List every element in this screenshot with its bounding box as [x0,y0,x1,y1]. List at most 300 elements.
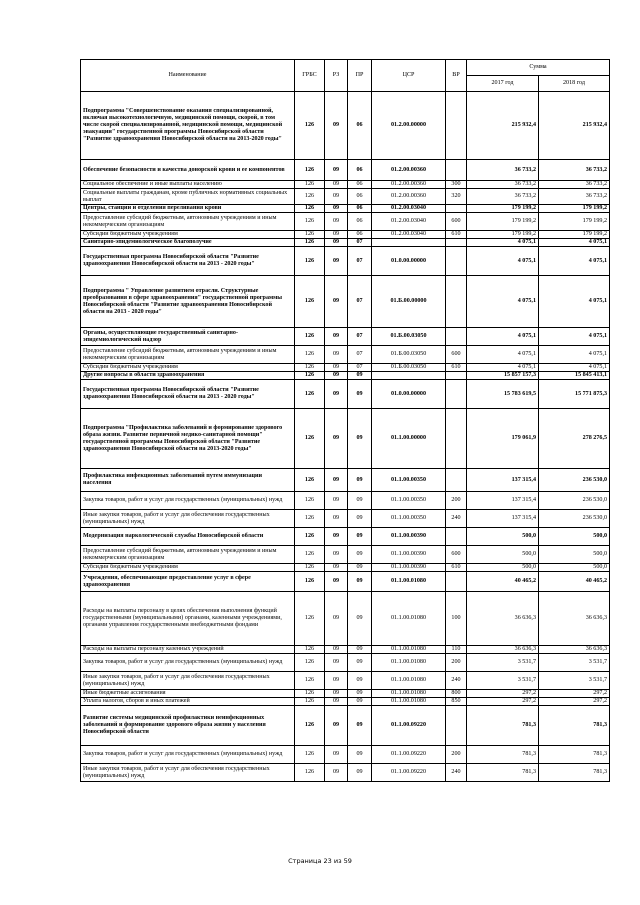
row-sum-2018: 781,3 [539,764,610,782]
row-sum-2018: 236 530,0 [539,469,610,492]
row-grbs: 126 [295,213,325,231]
row-grbs: 126 [295,364,325,372]
table-row [81,510,610,528]
row-sum-2017: 4 075,1 [467,346,539,364]
row-vr: 800 [446,690,467,698]
row-name: Субсидии бюджетным учреждениям [81,231,295,239]
row-vr [446,528,467,546]
row-csr: 01.1.00.00390 [372,546,446,564]
row-rz: 09 [325,276,348,328]
row-grbs: 126 [295,469,325,492]
row-vr: 110 [446,646,467,654]
row-sum-2017: 297,2 [467,690,539,698]
row-sum-2017: 297,2 [467,698,539,706]
row-grbs: 126 [295,205,325,213]
row-name: Расходы на выплаты персоналу казенных учреждений [81,646,295,654]
row-pr: 09 [348,409,372,469]
table-row [81,654,610,672]
table-row [81,247,610,276]
row-pr: 09 [348,654,372,672]
row-vr: 240 [446,764,467,782]
row-vr: 240 [446,510,467,528]
row-sum-2018: 36 733,2 [539,189,610,205]
row-sum-2017: 500,0 [467,564,539,572]
row-sum-2018: 4 075,1 [539,276,610,328]
row-name: Иные бюджетные ассигнования [81,690,295,698]
row-sum-2018: 179 199,2 [539,205,610,213]
row-csr: 01.1.00.00390 [372,528,446,546]
row-vr: 610 [446,564,467,572]
row-grbs: 126 [295,510,325,528]
budget-table [80,59,610,782]
row-pr: 07 [348,247,372,276]
table-row [81,276,610,328]
row-pr: 06 [348,231,372,239]
row-grbs: 126 [295,181,325,189]
row-pr: 06 [348,189,372,205]
row-sum-2018: 236 530,0 [539,510,610,528]
header-pr: ПР [348,60,372,92]
table-row [81,746,610,764]
row-sum-2017: 500,0 [467,546,539,564]
row-sum-2018: 500,0 [539,564,610,572]
row-vr [446,205,467,213]
row-csr: 01.1.00.01080 [372,654,446,672]
row-pr: 09 [348,380,372,409]
row-grbs: 126 [295,380,325,409]
table-row [81,646,610,654]
row-csr: 01.1.00.09220 [372,764,446,782]
row-pr: 09 [348,492,372,510]
row-csr: 01.1.00.00350 [372,510,446,528]
table-row [81,92,610,160]
row-sum-2018: 40 465,2 [539,572,610,592]
row-sum-2017: 4 075,1 [467,247,539,276]
row-name: Модернизация наркологической службы Новосибирской области [81,528,295,546]
row-sum-2017: 179 199,2 [467,231,539,239]
row-pr: 09 [348,372,372,380]
row-vr [446,572,467,592]
row-name: Учреждения, обеспечивающие предоставление услуг в сфере здравоохранения [81,572,295,592]
row-name: Органы, осуществляющие государственный санитарно-эпидемиологический надзор [81,328,295,346]
row-vr [446,469,467,492]
row-vr: 100 [446,592,467,646]
table-row [81,469,610,492]
header-csr: ЦСР [372,60,446,92]
table-row [81,698,610,706]
row-vr [446,328,467,346]
row-pr: 09 [348,672,372,690]
row-sum-2017: 36 636,3 [467,592,539,646]
row-pr: 09 [348,572,372,592]
row-pr: 09 [348,698,372,706]
row-pr: 09 [348,690,372,698]
table-row [81,181,610,189]
row-rz: 09 [325,646,348,654]
row-sum-2017: 4 075,1 [467,328,539,346]
row-sum-2018: 500,0 [539,528,610,546]
row-csr: 01.Б.00.03050 [372,328,446,346]
row-rz: 09 [325,492,348,510]
row-csr: 01.1.00.00390 [372,564,446,572]
row-rz: 09 [325,672,348,690]
row-csr: 01.Б.00.03050 [372,364,446,372]
row-csr: 01.2.00.03040 [372,205,446,213]
table-row [81,492,610,510]
row-rz: 09 [325,706,348,746]
table-row [81,572,610,592]
row-rz: 09 [325,698,348,706]
row-grbs: 126 [295,706,325,746]
row-rz: 09 [325,160,348,181]
row-name: Центры, станции и отделения переливания крови [81,205,295,213]
row-grbs: 126 [295,546,325,564]
row-rz: 09 [325,189,348,205]
row-rz: 09 [325,528,348,546]
row-sum-2018: 297,2 [539,698,610,706]
row-csr: 01.1.00.01080 [372,698,446,706]
row-sum-2017: 3 531,7 [467,654,539,672]
row-name: Предоставление субсидий бюджетным, автономным учреждениям и иным некоммерческим организациям [81,346,295,364]
row-grbs: 126 [295,276,325,328]
table-header [81,60,610,92]
row-pr: 09 [348,706,372,746]
row-name: Субсидии бюджетным учреждениям [81,364,295,372]
row-grbs: 126 [295,328,325,346]
row-sum-2018: 215 932,4 [539,92,610,160]
row-grbs: 126 [295,528,325,546]
row-pr: 07 [348,346,372,364]
table-row [81,672,610,690]
row-rz: 09 [325,364,348,372]
row-vr: 200 [446,492,467,510]
row-grbs: 126 [295,646,325,654]
table-row [81,592,610,646]
row-grbs: 126 [295,372,325,380]
row-csr [372,372,446,380]
table-row [81,213,610,231]
row-sum-2017: 4 075,1 [467,276,539,328]
row-csr: 01.2.00.00360 [372,181,446,189]
row-rz: 09 [325,380,348,409]
row-sum-2018: 3 531,7 [539,672,610,690]
row-vr: 300 [446,181,467,189]
table-row [81,706,610,746]
row-csr: 01.1.00.00350 [372,469,446,492]
row-sum-2017: 179 061,9 [467,409,539,469]
row-vr [446,247,467,276]
row-name: Закупка товаров, работ и услуг для государственных (муниципальных) нужд [81,654,295,672]
row-pr: 07 [348,328,372,346]
row-vr [446,409,467,469]
row-csr: 01.0.00.00000 [372,380,446,409]
row-csr: 01.1.00.01080 [372,690,446,698]
row-name: Профилактика инфекционных заболеваний путем иммунизации населения [81,469,295,492]
row-grbs: 126 [295,592,325,646]
row-sum-2018: 278 276,5 [539,409,610,469]
row-sum-2018: 4 075,1 [539,239,610,247]
row-rz: 09 [325,328,348,346]
row-sum-2018: 781,3 [539,706,610,746]
row-name: Закупка товаров, работ и услуг для государственных (муниципальных) нужд [81,746,295,764]
row-name: Государственная программа Новосибирской области "Развитие здравоохранения Новосибирской области на 2013 - 2020 годы" [81,380,295,409]
row-sum-2017: 36 733,2 [467,181,539,189]
row-vr: 610 [446,231,467,239]
row-csr: 01.1.00.01080 [372,672,446,690]
row-sum-2017: 4 075,1 [467,239,539,247]
row-rz: 09 [325,546,348,564]
row-sum-2018: 15 771 875,3 [539,380,610,409]
table-row [81,231,610,239]
table-body [81,92,610,782]
row-sum-2018: 3 531,7 [539,654,610,672]
row-pr: 09 [348,469,372,492]
row-grbs: 126 [295,231,325,239]
row-grbs: 126 [295,492,325,510]
row-rz: 09 [325,592,348,646]
row-sum-2017: 781,3 [467,706,539,746]
row-csr: 01.2.00.00360 [372,160,446,181]
row-name: Государственная программа Новосибирской области "Развитие здравоохранения Новосибирской области на 2013 - 2020 годы" [81,247,295,276]
row-name: Санитарно-эпидемиологическое благополучие [81,239,295,247]
row-rz: 09 [325,764,348,782]
row-grbs: 126 [295,346,325,364]
row-pr: 07 [348,276,372,328]
row-rz: 09 [325,654,348,672]
row-grbs: 126 [295,572,325,592]
row-csr: 01.1.00.00350 [372,492,446,510]
table-row [81,328,610,346]
row-name: Обеспечение безопасности и качества донорской крови и ее компонентов [81,160,295,181]
row-grbs: 126 [295,239,325,247]
row-vr: 600 [446,546,467,564]
row-name: Иные закупки товаров, работ и услуг для обеспечения государственных (муниципальных) нужд [81,672,295,690]
row-rz: 09 [325,213,348,231]
header-sum: Сумма [467,60,610,76]
row-csr: 01.0.00.00000 [372,247,446,276]
row-pr: 06 [348,213,372,231]
row-csr: 01.1.00.01080 [372,592,446,646]
row-vr [446,372,467,380]
table-row [81,205,610,213]
row-sum-2018: 500,0 [539,546,610,564]
row-sum-2017: 137 315,4 [467,510,539,528]
row-rz: 09 [325,690,348,698]
row-pr: 09 [348,746,372,764]
row-sum-2018: 4 075,1 [539,364,610,372]
row-rz: 09 [325,181,348,189]
row-name: Закупка товаров, работ и услуг для государственных (муниципальных) нужд [81,492,295,510]
row-grbs: 126 [295,672,325,690]
row-sum-2017: 36 636,3 [467,646,539,654]
header-vr: ВР [446,60,467,92]
row-grbs: 126 [295,92,325,160]
row-vr: 600 [446,213,467,231]
row-vr [446,380,467,409]
row-sum-2018: 297,2 [539,690,610,698]
row-name: Предоставление субсидий бюджетным, автономным учреждениям и иным некоммерческим организациям [81,213,295,231]
table-row [81,409,610,469]
table-row [81,364,610,372]
row-csr: 01.2.00.03040 [372,213,446,231]
header-2018: 2018 год [539,76,610,92]
row-grbs: 126 [295,160,325,181]
row-grbs: 126 [295,564,325,572]
row-sum-2018: 179 199,2 [539,231,610,239]
row-name: Другие вопросы в области здравоохранения [81,372,295,380]
row-name: Социальные выплаты гражданам, кроме публичных нормативных социальных выплат [81,189,295,205]
row-csr: 01.1.00.00000 [372,409,446,469]
row-pr: 06 [348,205,372,213]
row-rz: 09 [325,372,348,380]
table-row [81,346,610,364]
row-sum-2017: 36 733,2 [467,160,539,181]
row-rz: 09 [325,409,348,469]
row-csr: 01.1.00.01080 [372,572,446,592]
row-sum-2017: 781,3 [467,746,539,764]
row-sum-2018: 4 075,1 [539,247,610,276]
row-sum-2017: 137 315,4 [467,492,539,510]
table-row [81,528,610,546]
row-sum-2018: 36 636,3 [539,646,610,654]
row-rz: 09 [325,469,348,492]
row-name: Подпрограмма "Совершенствование оказания специализированной, включая высокотехнологичную, медицинской помощи, скорой, в том числе скорой специализированной, медицинской помощи, медицинской эвакуации" государственной программы Новосибирской области "Развитие здравоохранения Новосибирской области на 2013-2020 годы" [81,92,295,160]
table-row [81,764,610,782]
row-pr: 06 [348,160,372,181]
row-sum-2017: 40 465,2 [467,572,539,592]
row-pr: 06 [348,181,372,189]
row-rz: 09 [325,572,348,592]
header-rz: РЗ [325,60,348,92]
header-grbs: ГРБС [295,60,325,92]
row-vr [446,239,467,247]
row-sum-2018: 4 075,1 [539,328,610,346]
row-rz: 09 [325,247,348,276]
row-grbs: 126 [295,189,325,205]
row-pr: 07 [348,364,372,372]
header-2017: 2017 год [467,76,539,92]
row-sum-2018: 4 075,1 [539,346,610,364]
row-sum-2017: 215 932,4 [467,92,539,160]
row-csr: 01.2.00.00000 [372,92,446,160]
row-name: Субсидии бюджетным учреждениям [81,564,295,572]
row-sum-2017: 179 199,2 [467,213,539,231]
row-csr: 01.Б.00.00000 [372,276,446,328]
row-vr [446,706,467,746]
row-sum-2017: 36 733,2 [467,189,539,205]
row-vr [446,276,467,328]
row-rz: 09 [325,239,348,247]
row-pr: 07 [348,239,372,247]
row-csr: 01.1.00.09220 [372,706,446,746]
row-csr: 01.2.00.00360 [372,189,446,205]
row-name: Уплата налогов, сборов и иных платежей [81,698,295,706]
row-vr [446,92,467,160]
header-name: Наименование [81,60,295,92]
row-sum-2017: 15 783 619,5 [467,380,539,409]
row-csr: 01.Б.00.03050 [372,346,446,364]
row-name: Подпрограмма " Управление развитием отрасли. Структурные преобразования в сфере здравоохранения" государственной программы Новосибирской области "Развитие здравоохранения Новосибирской области на 2013 - 2020 годы" [81,276,295,328]
row-sum-2017: 137 315,4 [467,469,539,492]
row-sum-2017: 781,3 [467,764,539,782]
row-sum-2017: 179 199,2 [467,205,539,213]
row-name: Иные закупки товаров, работ и услуг для обеспечения государственных (муниципальных) нужд [81,764,295,782]
row-sum-2018: 781,3 [539,746,610,764]
row-sum-2018: 36 733,2 [539,181,610,189]
row-grbs: 126 [295,764,325,782]
row-name: Социальное обеспечение и иные выплаты населению [81,181,295,189]
row-sum-2017: 500,0 [467,528,539,546]
table-row [81,546,610,564]
row-vr: 200 [446,746,467,764]
row-vr: 240 [446,672,467,690]
row-rz: 09 [325,510,348,528]
row-name: Подпрограмма "Профилактика заболеваний и формирование здорового образа жизни. Развитие первичной медико-санитарной помощи" государственной программы Новосибирской области "Развитие здравоохранения Новосибирской области на 2013-2020 годы" [81,409,295,469]
row-name: Расходы на выплаты персоналу в целях обеспечения выполнения функций государственными (муниципальными) органами, казенными учреждениями, органами управления государственными внебюджетными фондами [81,592,295,646]
page-number: Страница 23 из 59 [288,857,352,865]
row-vr: 320 [446,189,467,205]
row-name: Иные закупки товаров, работ и услуг для обеспечения государственных (муниципальных) нужд [81,510,295,528]
row-sum-2017: 4 075,1 [467,364,539,372]
row-pr: 09 [348,592,372,646]
table-row [81,372,610,380]
row-pr: 09 [348,764,372,782]
row-rz: 09 [325,564,348,572]
row-csr: 01.1.00.01080 [372,646,446,654]
row-sum-2018: 36 636,3 [539,592,610,646]
table-row [81,564,610,572]
row-sum-2017: 15 857 157,3 [467,372,539,380]
row-grbs: 126 [295,746,325,764]
row-rz: 09 [325,746,348,764]
row-grbs: 126 [295,698,325,706]
row-rz: 09 [325,346,348,364]
row-csr: 01.2.00.03040 [372,231,446,239]
row-pr: 09 [348,564,372,572]
row-pr: 09 [348,510,372,528]
row-rz: 09 [325,205,348,213]
row-grbs: 126 [295,409,325,469]
table-row [81,239,610,247]
row-pr: 09 [348,646,372,654]
row-grbs: 126 [295,247,325,276]
row-pr: 09 [348,528,372,546]
row-name: Предоставление субсидий бюджетным, автономным учреждениям и иным некоммерческим организациям [81,546,295,564]
row-vr [446,160,467,181]
row-name: Развитие системы медицинской профилактики неинфекционных заболеваний и формирование здорового образа жизни у населения Новосибирской области [81,706,295,746]
budget-table-sheet [80,59,609,782]
table-row [81,380,610,409]
row-csr: 01.1.00.09220 [372,746,446,764]
row-rz: 09 [325,92,348,160]
row-grbs: 126 [295,654,325,672]
row-grbs: 126 [295,690,325,698]
row-vr: 850 [446,698,467,706]
row-sum-2018: 15 845 413,1 [539,372,610,380]
row-rz: 09 [325,231,348,239]
table-row [81,189,610,205]
row-sum-2017: 3 531,7 [467,672,539,690]
row-vr: 200 [446,654,467,672]
row-pr: 06 [348,92,372,160]
row-pr: 09 [348,546,372,564]
row-sum-2018: 179 199,2 [539,213,610,231]
row-vr: 600 [446,346,467,364]
row-sum-2018: 36 733,2 [539,160,610,181]
table-row [81,160,610,181]
row-csr [372,239,446,247]
row-sum-2018: 236 530,0 [539,492,610,510]
